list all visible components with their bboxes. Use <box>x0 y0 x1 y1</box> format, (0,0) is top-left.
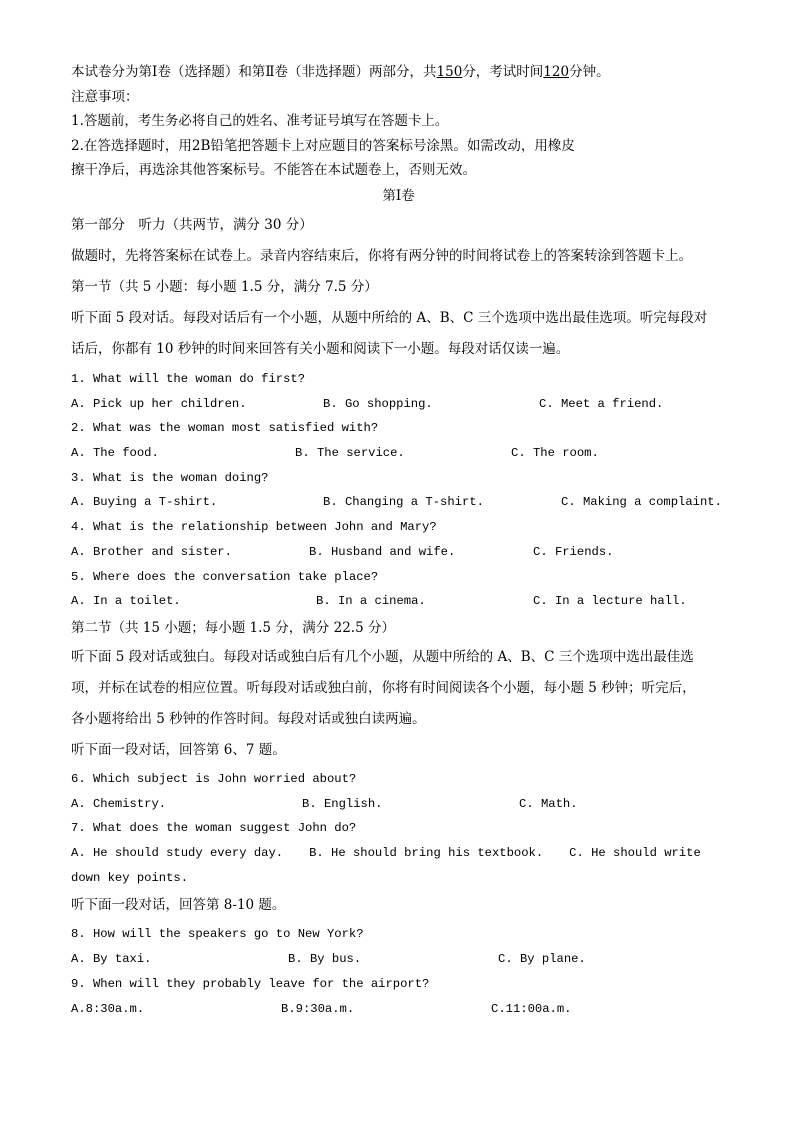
note-1: 1.答题前，考生务必将自己的姓名、准考证号填写在答题卡上。 <box>71 113 449 129</box>
option-a: A. Pick up her children. <box>71 396 247 411</box>
question-stem: 9. When will they probably leave for the airport? <box>71 976 430 991</box>
question-stem: 6. Which subject is John worried about? <box>71 771 357 786</box>
option-c: C. The room. <box>511 446 599 461</box>
section1-title: 第一节（共 5 小题：每小题 1.5 分，满分 7.5 分） <box>71 279 378 295</box>
option-a: A.8:30a.m. <box>71 1001 145 1016</box>
option-a: A. Brother and sister. <box>71 544 232 559</box>
question-stem: 2. What was the woman most satisfied with? <box>71 421 379 436</box>
option-row <box>71 792 726 817</box>
note-2b: 擦干净后，再选涂其他答案标号。不能答在本试题卷上，否则无效。 <box>71 162 476 178</box>
option-c: C. He should write down key points. <box>71 846 701 885</box>
option-c: C. Making a complaint. <box>561 495 722 510</box>
option-b: B. Changing a T-shirt. <box>323 495 484 510</box>
question-stem: 7. What does the woman suggest John do? <box>71 821 357 836</box>
option-row <box>71 490 726 515</box>
option-row <box>71 589 726 614</box>
option-b: B. The service. <box>295 446 405 461</box>
option-c: C. Math. <box>519 796 578 811</box>
section1-instruction-b: 话后，你都有 10 秒钟的时间来回答有关小题和阅读下一小题。每段对话仅读一遍。 <box>71 341 570 357</box>
intro-text-b: 分，考试时间 <box>462 64 544 80</box>
notes-title: 注意事项： <box>71 88 139 105</box>
exam-time: 120 <box>543 64 570 80</box>
option-row <box>71 392 726 417</box>
option-b: B. English. <box>302 796 383 811</box>
option-c: C. Friends. <box>533 544 614 559</box>
option-b: B. In a cinema. <box>316 594 426 609</box>
intro-line <box>71 60 726 85</box>
question-stem: 4. What is the relationship between John and Mary? <box>71 520 437 535</box>
part1-title: 第一部分 听力（共两节，满分 30 分） <box>71 217 313 233</box>
option-a: A. In a toilet. <box>71 594 181 609</box>
option-c: C. In a lecture hall. <box>533 594 687 609</box>
exam-page <box>71 60 726 1021</box>
question-stem: 8. How will the speakers go to New York? <box>71 927 364 942</box>
option-b: B.9:30a.m. <box>281 1001 355 1016</box>
option-a: A. Buying a T-shirt. <box>71 495 218 510</box>
option-row-wrapped <box>71 841 726 890</box>
option-row <box>71 540 726 565</box>
option-b: B. Husband and wife. <box>309 544 456 559</box>
question-stem: 1. What will the woman do first? <box>71 372 306 386</box>
option-a: A. Chemistry. <box>71 796 167 811</box>
option-b: B. By bus. <box>288 952 362 967</box>
option-c: C. Meet a friend. <box>539 396 664 411</box>
option-b: B. He should bring his textbook. <box>309 846 544 861</box>
note-2a: 2.在答选择题时，用2B铅笔把答题卡上对应题目的答案标号涂黑。如需改动，用橡皮 <box>71 137 575 154</box>
part1-instruction: 做题时，先将答案标在试卷上。录音内容结束后，你将有两分钟的时间将试卷上的答案转涂到答题卡上。 <box>71 248 692 264</box>
group-instruction-8-10: 听下面一段对话，回答第 8-10 题。 <box>71 897 286 914</box>
section2-instruction-a: 听下面 5 段对话或独白。每段对话或独白后有几个小题，从题中所给的 A、B、C 三个选项中选出最佳选 <box>71 648 694 665</box>
intro-text-c: 分钟。 <box>569 64 610 80</box>
section2-title: 第二节（共 15 小题；每小题 1.5 分，满分 22.5 分） <box>71 619 395 636</box>
question-stem: 5. Where does the conversation take place? <box>71 569 379 584</box>
group-instruction-6-7: 听下面一段对话，回答第 6、7 题。 <box>71 741 286 758</box>
volume-title: 第Ⅰ卷 <box>382 187 415 204</box>
option-row <box>71 441 726 466</box>
option-a: A. By taxi. <box>71 952 152 967</box>
question-stem: 3. What is the woman doing? <box>71 470 269 485</box>
option-a: A. He should study every day. <box>71 846 284 861</box>
option-c: C. By plane. <box>498 952 586 967</box>
option-c: C.11:00a.m. <box>491 1001 572 1016</box>
option-row <box>71 997 726 1022</box>
option-b: B. Go shopping. <box>323 396 433 411</box>
intro-text-a: 本试卷分为第Ⅰ卷（选择题）和第Ⅱ卷（非选择题）两部分，共 <box>71 64 437 80</box>
section1-instruction-a: 听下面 5 段对话。每段对话后有一个小题，从题中所给的 A、B、C 三个选项中选出最佳选项。听完每段对 <box>71 310 708 326</box>
total-score: 150 <box>436 64 463 80</box>
section2-instruction-c: 各小题将给出 5 秒钟的作答时间。每段对话或独白读两遍。 <box>71 710 426 727</box>
option-a: A. The food. <box>71 446 159 461</box>
section2-instruction-b: 项，并标在试卷的相应位置。听每段对话或独白前，你将有时间阅读各个小题，每小题 5 秒钟；听完后， <box>71 679 696 696</box>
option-row <box>71 947 726 972</box>
